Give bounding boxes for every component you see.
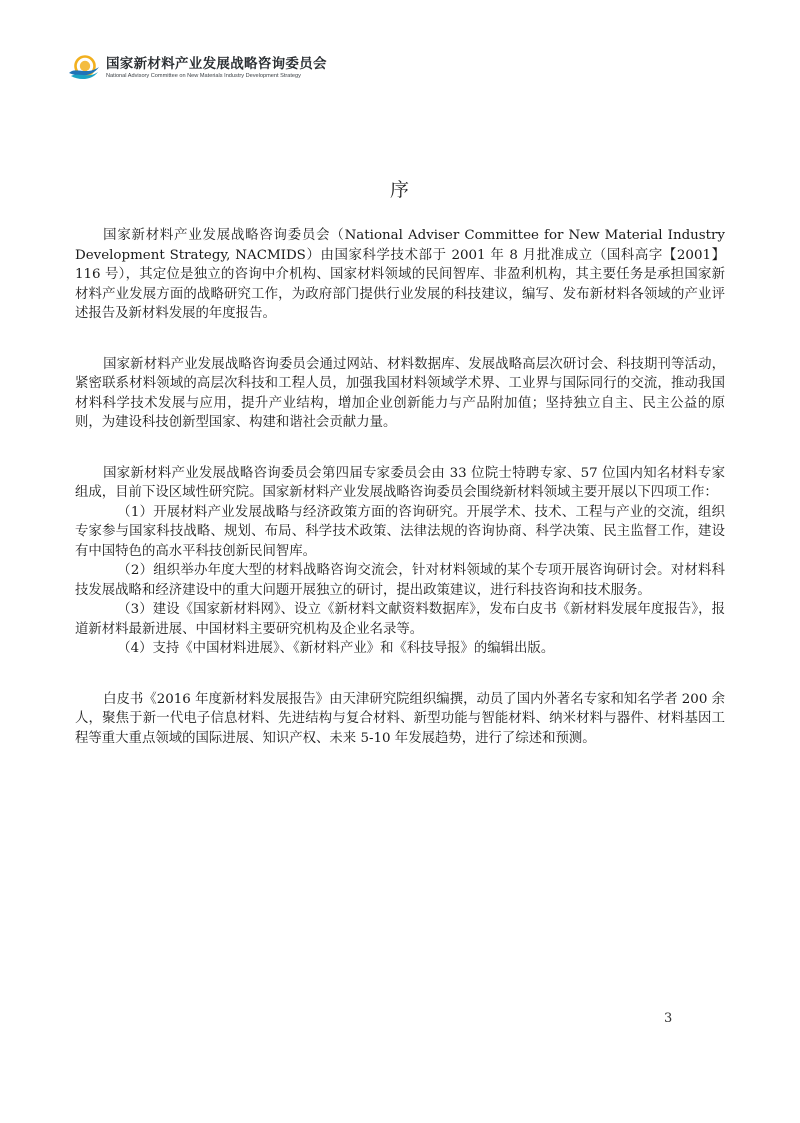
logo-name-en: National Advisory Committee on New Materials Industry Development Strategy (106, 73, 301, 79)
paragraph-activities: 国家新材料产业发展战略咨询委员会通过网站、材料数据库、发展战略高层次研讨会、科技期刊等活动，紧密联系材料领域的高层次科技和工程人员，加强我国材料领域学术界、工业界与国际同行的交流，推动我国材料科学技术发展与应用，提升产业结构，增加企业创新能力与产品附加值；坚持独立自主、民主公益的原则，为建设科技创新型国家、构建和谐社会贡献力量。 (75, 356, 725, 430)
logo-text (106, 56, 327, 80)
list-item-3: （3）建设《国家新材料网》、设立《新材料文献资料数据库》，发布白皮书《新材料发展年度报告》，报道新材料最新进展、中国材料主要研究机构及企业名录等。 (75, 602, 725, 637)
nacmids-logo-icon (68, 54, 100, 82)
list-item-1: （1）开展材料产业发展战略与经济政策方面的咨询研究。开展学术、技术、工程与产业的交流，组织专家参与国家科技战略、规划、布局、科学技术政策、法律法规的咨询协商、科学决策、民主监督工作，建设有中国特色的高水平科技创新民间智库。 (75, 504, 725, 559)
list-item-2: （2）组织举办年度大型的材料战略咨询交流会，针对材料领域的某个专项开展咨询研讨会。对材料科技发展战略和经济建设中的重大问题开展独立的研讨，提出政策建议，进行科技咨询和技术服务。 (75, 563, 725, 598)
header-logo (68, 52, 327, 84)
paragraph-committee: 国家新材料产业发展战略咨询委员会第四届专家委员会由 33 位院士特聘专家、57 位国内知名材料专家组成，目前下设区域性研究院。国家新材料产业发展战略咨询委员会围绕新材料领域主要开展以下四项工作： (75, 465, 725, 500)
page-title: 序 (389, 179, 410, 201)
page-number: 3 (664, 1011, 673, 1026)
body-text (75, 226, 725, 748)
list-item-4: （4）支持《中国材料进展》、《新材料产业》和《科技导报》的编辑出版。 (117, 641, 555, 656)
logo-name-cn: 国家新材料产业发展战略咨询委员会 (106, 56, 327, 72)
paragraph-whitepaper: 白皮书《2016 年度新材料发展报告》由天津研究院组织编撰，动员了国内外著名专家和知名学者 200 余人，聚焦于新一代电子信息材料、先进结构与复合材料、新型功能与智能材料、纳米材料与器件、材料基因工程等重大重点领域的国际进展、知识产权、未来 5-10 年发展趋势，进行了综述和预测。 (75, 691, 725, 746)
paragraph-intro: 国家新材料产业发展战略咨询委员会（National Adviser Committee for New Material Industry Development Strategy, NACMIDS）由国家科学技术部于 2001 年 8 月批准成立（国科高字【2001】116 号），其定位是独立的咨询中介机构、国家材料领域的民间智库、非盈利机构，其主要任务是承担国家新材料产业发展方面的战略研究工作，为政府部门提供行业发展的科技建议，编写、发布新材料各领域的产业评述报告及新材料发展的年度报告。 (75, 228, 725, 321)
